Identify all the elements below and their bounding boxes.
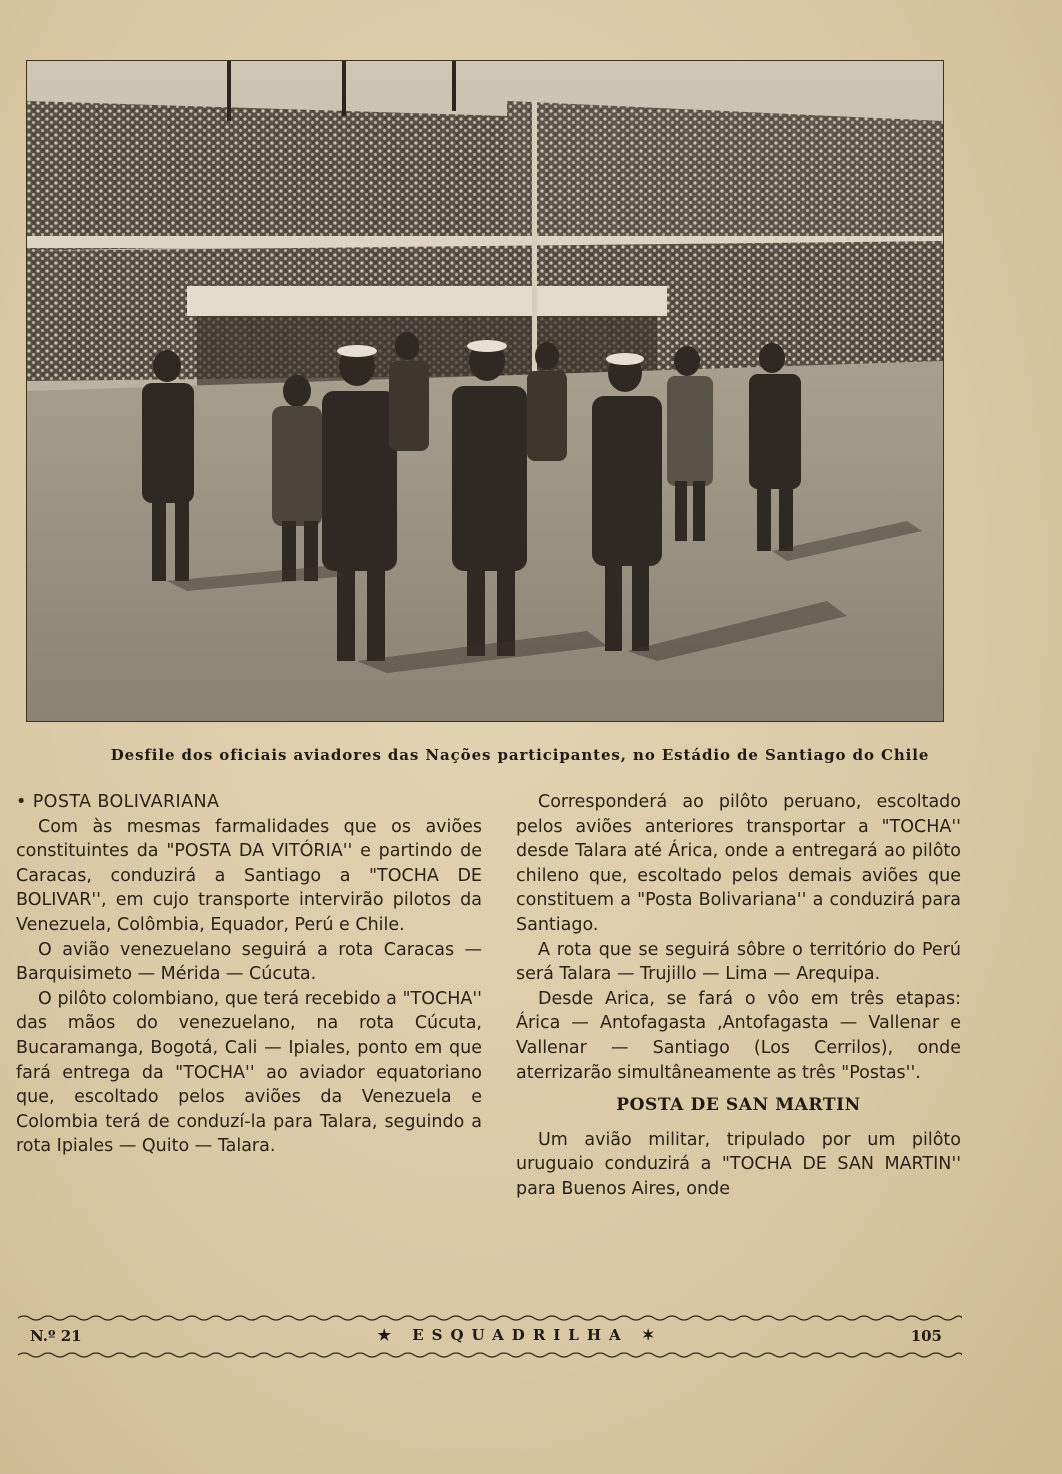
top-wavy-rule [18,1314,962,1322]
page-footer [30,1325,942,1349]
paragraph: Corresponderá ao pilôto peruano, escoltado pelos aviões anteriores transportar a "TOCHA'' desde Talara até Árica, onde a entregará ao pilôto chileno que, escoltado pelos demais aviões que constituem a "Posta Bolivariana'' a conduzirá para Santiago. [516,792,961,935]
photo-caption: Desfile dos oficiais aviadores das Nações participantes, no Estádio de Santiago do Chile [110,746,930,764]
paragraph: Um avião militar, tripulado por um pilôto uruguaio conduzirá a "TOCHA DE SAN MARTIN'' para Buenos Aires, onde [516,1129,961,1199]
right-column [516,790,961,1202]
paragraph: O avião venezuelano seguirá a rota Caracas — Barquisimeto — Mérida — Cúcuta. [16,939,482,985]
section-heading-posta-bolivariana: • POSTA BOLIVARIANA [16,792,220,812]
paragraph: Com às mesmas farmalidades que os aviões constituintes da "POSTA DA VITÓRIA'' e partindo de Caracas, conduzirá a Santiago a "TOCHA DE BOLIVAR'', em cujo transporte intervirão pilotos da Venezuela, Colômbia, Equador, Perú e Chile. [16,816,482,935]
paragraph: A rota que se seguirá sôbre o território do Perú será Talara — Trujillo — Lima — Arequipa. [516,939,961,985]
bottom-wavy-rule [18,1351,962,1359]
page-number: 105 [910,1327,942,1345]
parade-photograph [26,60,944,722]
section-heading-posta-san-martin: POSTA DE SAN MARTIN [616,1095,861,1116]
left-column [16,790,482,1159]
magazine-name: ★ ESQUADRILHA ✶ [377,1326,663,1344]
paragraph: Desde Arica, se fará o vôo em três etapas: Árica — Antofagasta ,Antofagasta — Vallenar e Vallenar — Santiago (Los Cerrilos), onde aterrizarão simultâneamente as três "Postas''. [516,988,961,1083]
paragraph: O pilôto colombiano, que terá recebido a "TOCHA'' das mãos do venezuelano, na rota Cúcuta, Bucaramanga, Bogotá, Cali — Ipiales, ponto em que fará entrega da "TOCHA'' ao aviador equatoriano que, escoltado pelos aviões da Venezuela e Colombia terá de conduzí-la para Talara, seguindo a rota Ipiales — Quito — Talara. [16,988,482,1157]
issue-number: N.º 21 [30,1327,82,1345]
